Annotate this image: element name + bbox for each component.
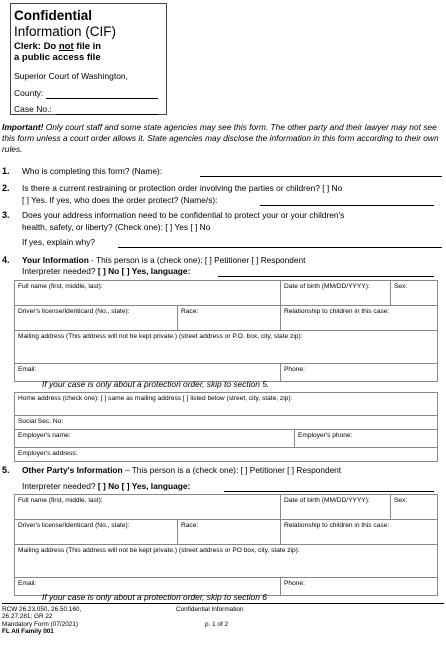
q2-protected-names-field[interactable] — [260, 205, 434, 206]
q5-skip-note: If your case is only about a protection order, skip to section 6 — [42, 592, 267, 602]
q1-name-field[interactable] — [200, 176, 442, 177]
q4-heading — [22, 255, 305, 266]
q3-line3: If yes, explain why? — [22, 237, 96, 247]
case-number-label: Case No.: — [14, 104, 52, 114]
clerk-instruction — [14, 41, 164, 63]
q2-line2: [ ] Yes. If yes, who does the order protect? (Name/s): — [22, 195, 218, 205]
q5-email-cell[interactable]: Email: — [15, 578, 281, 596]
q2-line1: Is there a current restraining or protection order involving the parties or children? [ ] No — [22, 183, 343, 193]
q4-interpreter — [22, 266, 190, 277]
clerk-line2: a public access file — [14, 52, 101, 63]
clerk-line1-end: file in — [73, 41, 102, 52]
q4-sex-cell[interactable]: Sex: — [391, 281, 438, 306]
q5-interpreter — [22, 481, 190, 492]
q3-line1: Does your address information need to be confidential to protect your or your children's — [22, 210, 345, 220]
q4-phone-cell[interactable]: Phone: — [281, 364, 438, 382]
case-number-field[interactable] — [56, 114, 158, 115]
important-notice — [2, 122, 444, 155]
q5-phone-cell[interactable]: Phone: — [281, 578, 438, 596]
q1-text: Who is completing this form? (Name): — [22, 166, 163, 176]
q2-number: 2. — [2, 183, 10, 193]
q4-title: Your Information — [22, 255, 89, 265]
court-name: Superior Court of Washington, — [14, 71, 129, 81]
q5-dob-cell[interactable]: Date of birth (MM/DD/YYYY): — [281, 495, 391, 520]
q4-language-field[interactable] — [218, 276, 434, 277]
q5-number: 5. — [2, 465, 10, 475]
county-label: County: — [14, 88, 44, 98]
q1-number: 1. — [2, 166, 10, 176]
q4-employer-address-cell[interactable]: Employer's address: — [15, 448, 438, 462]
clerk-not: not — [58, 41, 74, 52]
q4-interp-label: Interpreter needed? — [22, 266, 98, 276]
q5-interp-label: Interpreter needed? — [22, 481, 98, 491]
notice-text: Only court staff and some state agencies may see this form. The other party and their lawyer may not see this form unless a court order allows it. State agencies may disclose the information in this form according to their own rules. — [2, 122, 439, 154]
footer-rule — [2, 603, 444, 604]
q3-line2: health, safety, or liberty? (Check one): [ ] Yes [ ] No — [22, 222, 211, 232]
q3-number: 3. — [2, 210, 10, 220]
q4-skip-note: If your case is only about a protection order, skip to section 5. — [42, 379, 270, 389]
form-title — [14, 8, 164, 40]
q3-explain-field[interactable] — [118, 247, 442, 248]
footer-mandatory: Mandatory Form (07/2021) — [2, 620, 79, 628]
q5-language-field[interactable] — [224, 491, 434, 492]
q4-employer-name-cell[interactable]: Employer's name: — [15, 430, 295, 448]
q5-sex-cell[interactable]: Sex: — [391, 495, 438, 520]
title-line2: Information (CIF) — [14, 24, 117, 39]
q5-party-table — [14, 494, 438, 596]
county-field[interactable] — [46, 98, 158, 99]
q4-home-table — [14, 392, 438, 462]
footer-rcw2: 26.27.281; GR 22 — [2, 613, 53, 621]
q5-heading — [22, 465, 341, 476]
q4-dob-cell[interactable]: Date of birth (MM/DD/YYYY): — [281, 281, 391, 306]
q4-relationship-cell[interactable]: Relationship to children in this case: — [281, 306, 438, 331]
clerk-line1: Clerk: Do — [14, 41, 59, 52]
footer-form-id: FL All Family 001 — [2, 628, 54, 636]
notice-lead: Important! — [2, 122, 44, 132]
q5-mailing-cell[interactable]: Mailing address (This address will not be kept private.) (street address or PO box, city, state zip): — [15, 545, 438, 578]
q4-email-cell[interactable]: Email: — [15, 364, 281, 382]
q5-full-name-cell[interactable]: Full name (first, middle, last): — [15, 495, 281, 520]
q4-role: - This person is a (check one): [ ] Petitioner [ ] Respondent — [88, 255, 306, 265]
footer-left — [2, 606, 81, 636]
q5-role: – This person is a (check one): [ ] Petitioner [ ] Respondent — [122, 465, 342, 475]
title-line1: Confidential — [14, 8, 92, 23]
q4-party-table — [14, 280, 438, 382]
footer-center: Confidential Information — [176, 606, 244, 613]
q5-relationship-cell[interactable]: Relationship to children in this case: — [281, 520, 438, 545]
q5-race-cell[interactable]: Race: — [178, 520, 281, 545]
q4-interp-options: [ ] No [ ] Yes, language: — [97, 266, 191, 276]
q5-interp-options: [ ] No [ ] Yes, language: — [97, 481, 191, 491]
footer-rcw1: RCW 26.23.050, 26.50.160, — [2, 606, 82, 613]
q4-mailing-cell[interactable]: Mailing address (This address will not be kept private.) (street address or P.O. box, city, state zip): — [15, 331, 438, 364]
q4-full-name-cell[interactable]: Full name (first, middle, last): — [15, 281, 281, 306]
q5-title: Other Party's Information — [22, 465, 123, 475]
q4-employer-phone-cell[interactable]: Employer's phone: — [295, 430, 438, 448]
q4-license-cell[interactable]: Driver's license/Identicard (No., state): — [15, 306, 178, 331]
q4-home-address-cell[interactable]: Home address (check one): [ ] same as mailing address [ ] listed below (street, city, state, zip): — [15, 393, 438, 416]
q4-number: 4. — [2, 255, 10, 265]
q4-race-cell[interactable]: Race: — [178, 306, 281, 331]
q5-license-cell[interactable]: Driver's license/Identicard (No., state): — [15, 520, 178, 545]
page-number: p. 1 of 2 — [205, 621, 229, 628]
q4-ssn-cell[interactable]: Social Sec. No: — [15, 416, 438, 430]
